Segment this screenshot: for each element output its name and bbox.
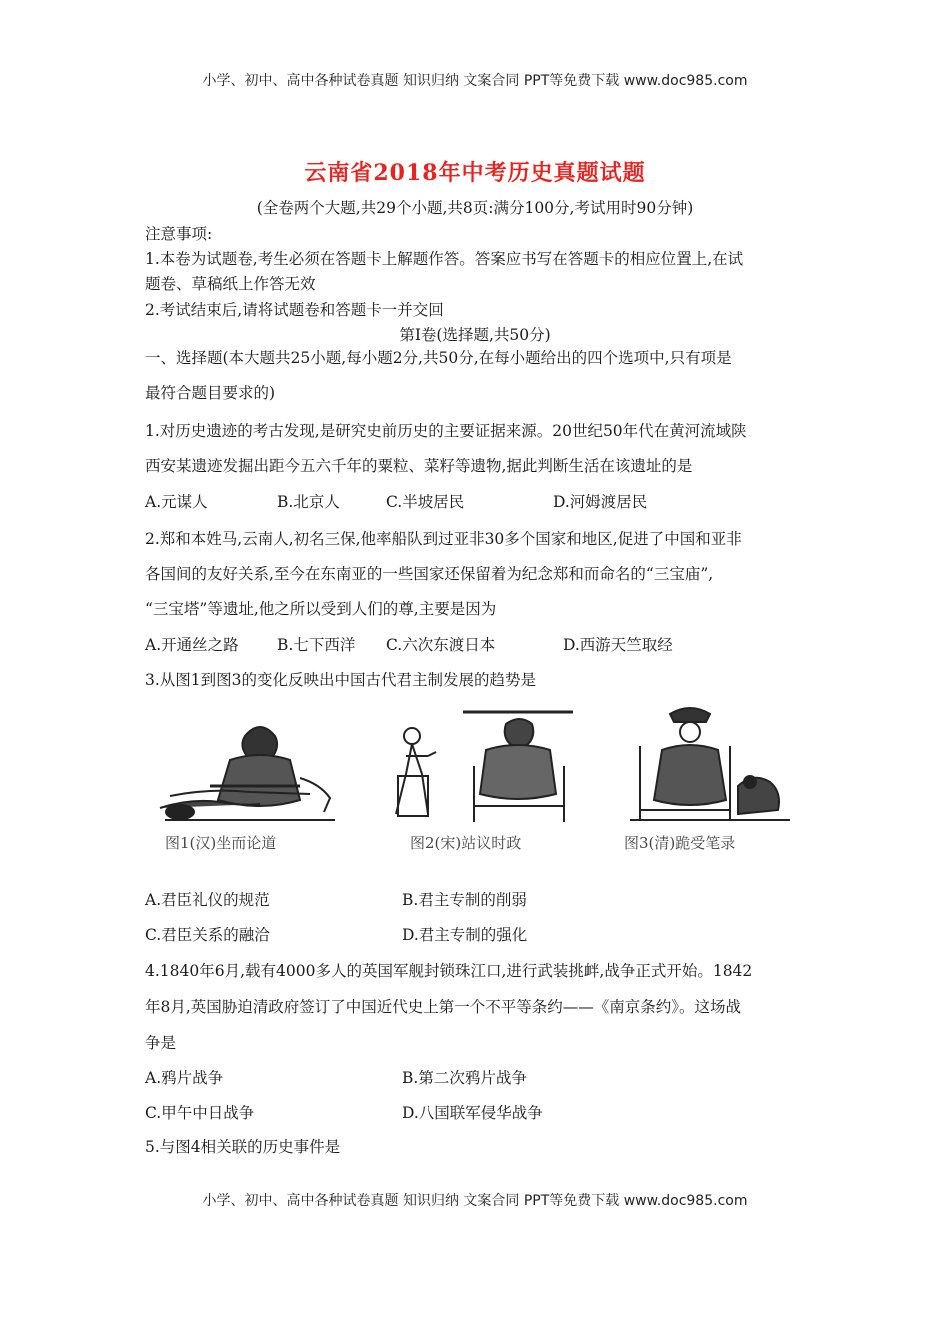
q3-option-d: D.君主专制的强化	[402, 926, 528, 944]
q4-option-c: C.甲午中日战争	[145, 1104, 255, 1122]
q1-option-d: D.河姆渡居民	[553, 493, 648, 511]
q2-option-b: B.七下西洋	[277, 636, 356, 654]
notice-item-1: 1.本卷为试题卷,考生必须在答题卡上解题作答。答案应书写在答题卡的相应位置上,在试	[145, 250, 744, 268]
notice-item-1-cont: 题卷、草稿纸上作答无效	[145, 275, 316, 293]
q4-stem-cont-2: 争是	[145, 1034, 177, 1052]
q2-option-a: A.开通丝之路	[145, 636, 239, 654]
q2-option-c: C.六次东渡日本	[386, 636, 496, 654]
q1-option-b: B.北京人	[277, 493, 340, 511]
q4-option-b: B.第二次鸦片战争	[402, 1069, 527, 1087]
figure-2-caption: 图2(宋)站议时政	[410, 834, 522, 852]
exam-subtitle: (全卷两个大题,共29个小题,共8页:满分100分,考试用时90分钟)	[256, 199, 694, 217]
page-header: 小学、初中、高中各种试卷真题 知识归纳 文案合同 PPT等免费下载 www.doc985.com	[202, 73, 748, 89]
section1-instructions-cont: 最符合题目要求的)	[145, 384, 276, 402]
q2-stem: 2.郑和本姓马,云南人,初名三保,他率船队到过亚非30多个国家和地区,促进了中国和亚非	[145, 530, 742, 548]
figure-3-caption: 图3(清)跪受笔录	[624, 834, 736, 852]
q4-option-d: D.八国联军侵华战争	[402, 1104, 543, 1122]
q4-option-a: A.鸦片战争	[145, 1069, 224, 1087]
figure-1-caption: 图1(汉)坐而论道	[165, 834, 277, 852]
q2-option-d: D.西游天竺取经	[563, 636, 673, 654]
q2-stem-cont: 各国间的友好关系,至今在东南亚的一些国家还保留着为纪念郑和而命名的“三宝庙”,	[145, 565, 714, 583]
q1-option-a: A.元谋人	[145, 493, 208, 511]
q3-stem: 3.从图1到图3的变化反映出中国古代君主制发展的趋势是	[145, 671, 537, 689]
exam-title: 云南省2018年中考历史真题试题	[304, 160, 646, 186]
figure-3-illustration	[620, 700, 790, 824]
q1-stem-cont: 西安某遗迹发掘出距今五六千年的粟粒、菜籽等遗物,据此判断生活在该遗址的是	[145, 457, 693, 475]
section1-instructions: 一、选择题(本大题共25小题,每小题2分,共50分,在每小题给出的四个选项中,只有项是	[145, 349, 732, 367]
q3-option-a: A.君臣礼仪的规范	[145, 891, 270, 909]
notice-heading: 注意事项:	[145, 225, 213, 243]
q1-option-c: C.半坡居民	[386, 493, 465, 511]
q1-stem: 1.对历史遗迹的考古发现,是研究史前历史的主要证据来源。20世纪50年代在黄河流域陕	[145, 422, 747, 440]
figure-2-illustration	[388, 706, 588, 830]
q2-stem-cont-2: “三宝塔”等遗址,他之所以受到人们的尊,主要是因为	[145, 600, 497, 618]
notice-item-2: 2.考试结束后,请将试题卷和答题卡一并交回	[145, 301, 444, 319]
q4-stem: 4.1840年6月,载有4000多人的英国军舰封锁珠江口,进行武装挑衅,战争正式开始。1842	[145, 962, 753, 980]
q4-stem-cont: 年8月,英国胁迫清政府签订了中国近代史上第一个不平等条约——《南京条约》。这场战	[145, 998, 742, 1016]
q3-option-b: B.君主专制的削弱	[402, 891, 527, 909]
q3-option-c: C.君臣关系的融洽	[145, 926, 270, 944]
figure-1-illustration	[150, 708, 350, 828]
page-footer: 小学、初中、高中各种试卷真题 知识归纳 文案合同 PPT等免费下载 www.doc985.com	[202, 1193, 748, 1209]
part1-title: 第Ⅰ卷(选择题,共50分)	[399, 326, 551, 344]
q5-stem: 5.与图4相关联的历史事件是	[145, 1138, 341, 1156]
